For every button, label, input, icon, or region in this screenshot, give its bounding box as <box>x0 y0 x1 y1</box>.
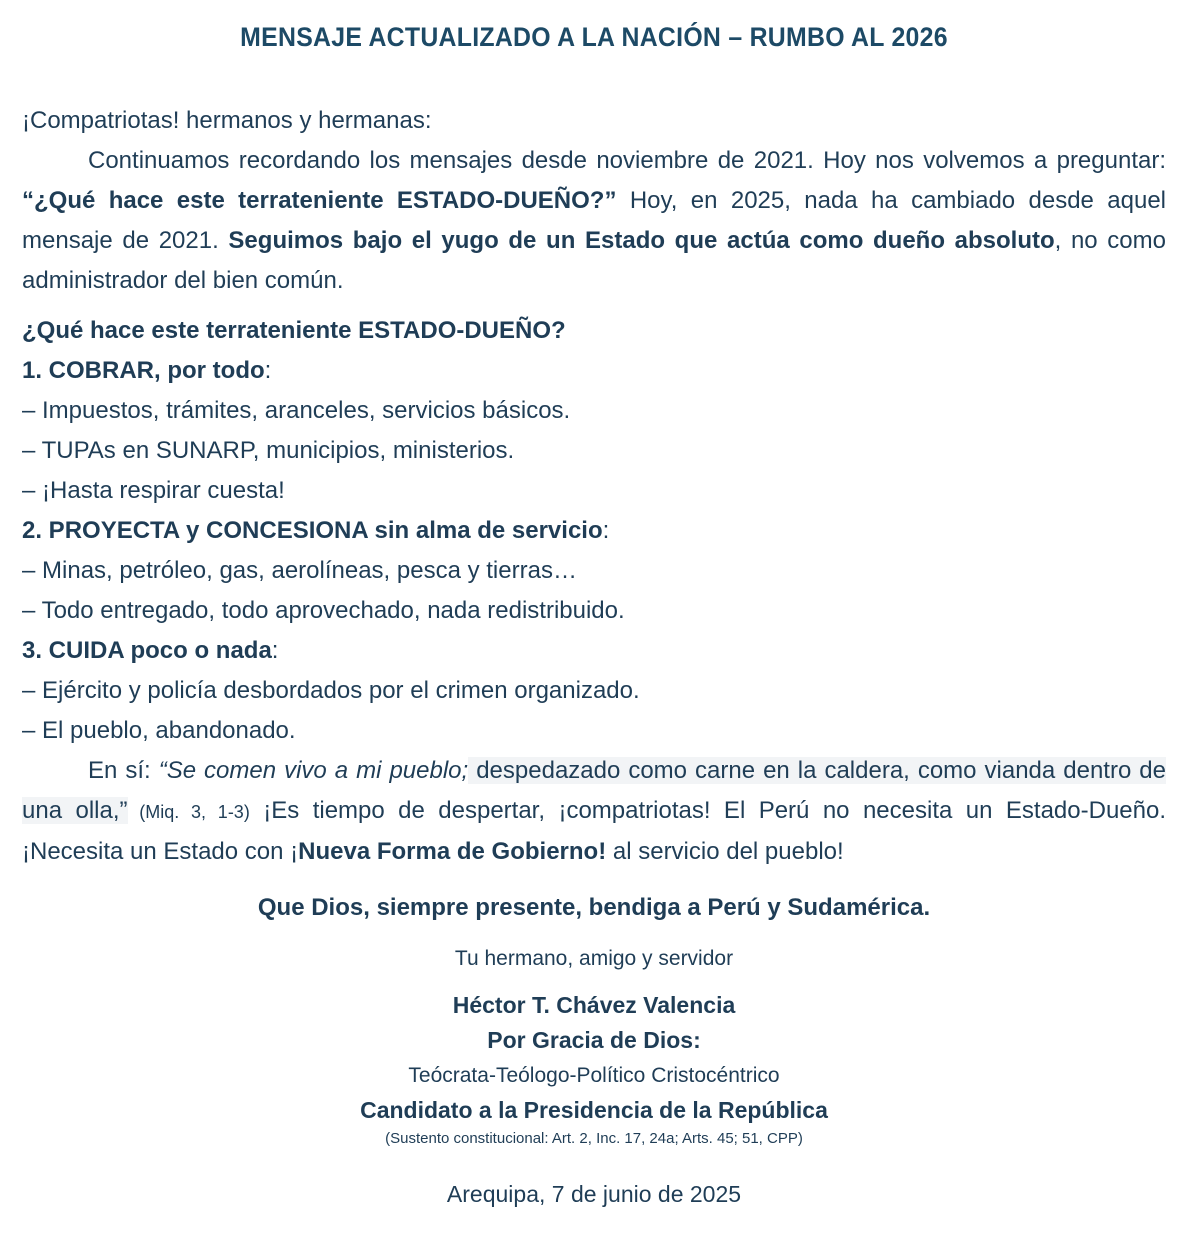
intro-question: “¿Qué hace este terrateniente ESTADO-DUEÑO?” <box>22 187 617 214</box>
intro-text-1: Continuamos recordando los mensajes desde noviembre de 2021. Hoy nos volvemos a preguntar: <box>88 147 1166 174</box>
signature-intro: Tu hermano, amigo y servidor <box>454 947 734 970</box>
list-item: – Impuestos, trámites, aranceles, servicios básicos. <box>22 397 571 424</box>
question-heading: ¿Qué hace este terrateniente ESTADO-DUEÑO? <box>22 317 566 344</box>
closing-text-2: ¡Es tiempo de despertar, ¡compatriotas! El Perú no necesita un Estado-Dueño. ¡Necesita un Estado con ¡ <box>22 797 1167 865</box>
intro-text-3: , no como administrador del bien común. <box>22 227 1166 294</box>
section-1-colon: : <box>264 357 272 384</box>
closing-emphasis: Nueva Forma de Gobierno! <box>298 838 607 865</box>
list-item: – El pueblo, abandonado. <box>22 717 296 744</box>
section-3-colon: : <box>271 637 279 664</box>
list-item: – Minas, petróleo, gas, aerolíneas, pesca y tierras… <box>22 557 577 584</box>
greeting: ¡Compatriotas! hermanos y hermanas: <box>22 107 432 134</box>
signature-legal-basis: (Sustento constitucional: Art. 2, Inc. 17, 24a; Arts. 45; 51, CPP) <box>385 1130 803 1147</box>
list-item: – Ejército y policía desbordados por el crimen organizado. <box>22 677 640 704</box>
bible-reference: (Miq. 3, 1-3) <box>127 802 250 822</box>
section-1-heading <box>22 351 1166 391</box>
closing-text-3: al servicio del pueblo! <box>606 838 844 865</box>
signature-grace: Por Gracia de Dios: <box>487 1027 701 1053</box>
closing-text-1: En sí: <box>88 757 159 784</box>
blessing: Que Dios, siempre presente, bendiga a Perú y Sudamérica. <box>257 894 931 921</box>
section-3-title: 3. CUIDA poco o nada <box>22 637 272 664</box>
section-2-colon: : <box>602 517 610 544</box>
intro-paragraph <box>22 141 1166 301</box>
list-item: – TUPAs en SUNARP, municipios, ministerios. <box>22 437 515 464</box>
list-item: – Todo entregado, todo aprovechado, nada redistribuido. <box>22 597 625 624</box>
document-page <box>22 0 1166 1212</box>
section-3-heading <box>22 631 1166 671</box>
section-1-title: 1. COBRAR, por todo <box>22 357 265 384</box>
closing-quote-italic: “Se comen vivo a mi pueblo; <box>158 757 469 784</box>
intro-emphasis: Seguimos bajo el yugo de un Estado que actúa como dueño absoluto <box>228 227 1055 254</box>
signature-role: Teócrata-Teólogo-Político Cristocéntrico <box>408 1064 780 1087</box>
section-2-heading <box>22 511 1166 551</box>
signature-name: Héctor T. Chávez Valencia <box>452 992 736 1018</box>
section-2-title: 2. PROYECTA y CONCESIONA sin alma de servicio <box>22 517 603 544</box>
signature-candidacy: Candidato a la Presidencia de la República <box>360 1097 828 1123</box>
list-item: – ¡Hasta respirar cuesta! <box>22 477 285 504</box>
closing-quote-rest: despedazado como carne en la caldera, como vianda dentro de una olla,” <box>22 757 1167 824</box>
closing-paragraph <box>22 751 1166 872</box>
intro-text-2: Hoy, en 2025, nada ha cambiado desde aquel mensaje de 2021. <box>22 187 1166 254</box>
document-title: MENSAJE ACTUALIZADO A LA NACIÓN – RUMBO AL 2026 <box>240 22 948 52</box>
signature-date: Arequipa, 7 de junio de 2025 <box>446 1181 742 1207</box>
